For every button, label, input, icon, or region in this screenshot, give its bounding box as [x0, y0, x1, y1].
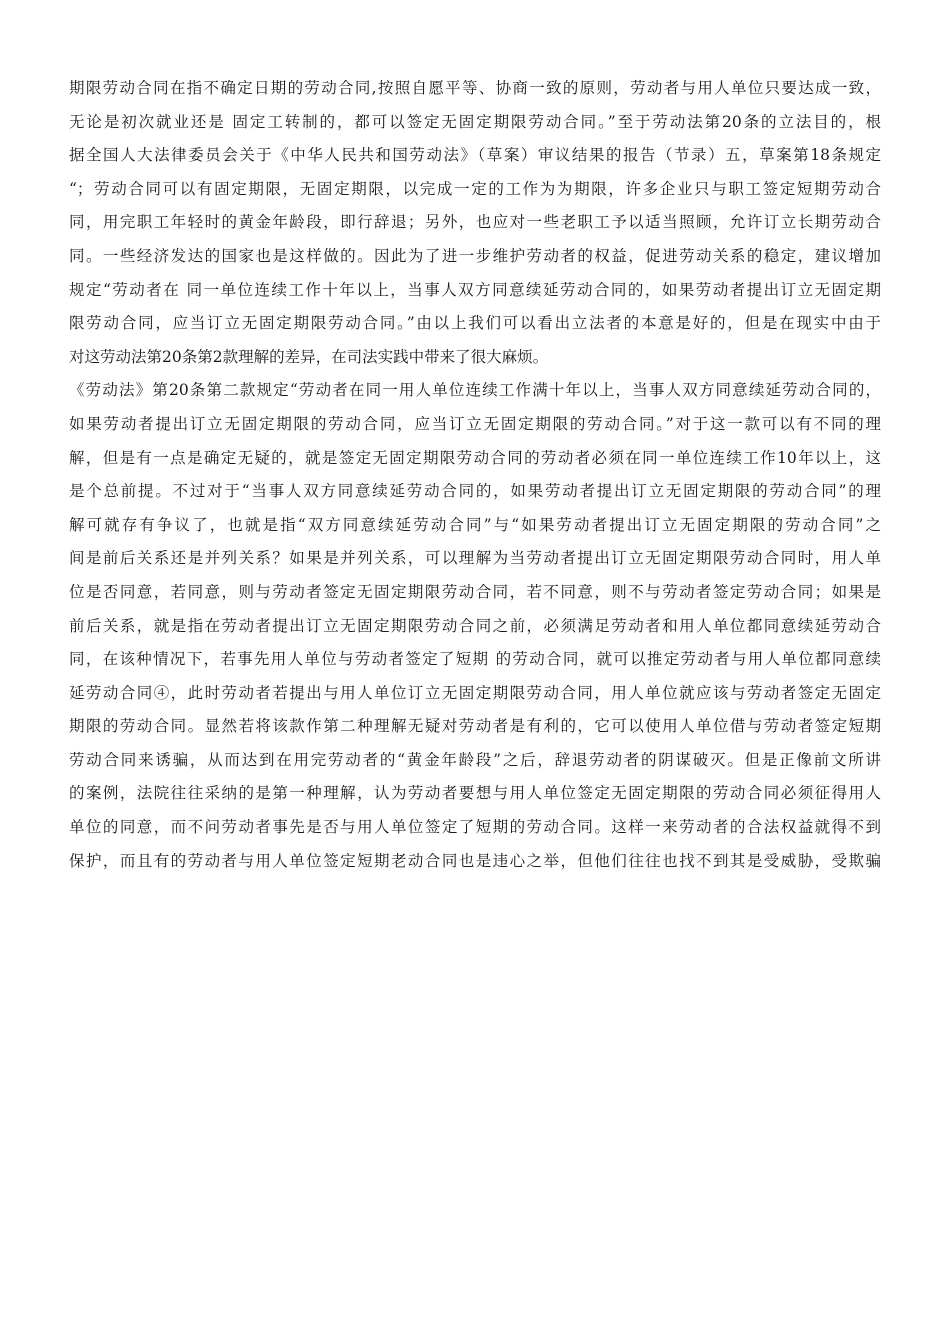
text-line: 单位的同意，而不问劳动者事先是否与用人单位签定了短期的劳动合同。这样一来劳动者的合法权益就得不到 — [69, 818, 881, 837]
text-line: 《劳动法》第20条第二款规定“劳动者在同一用人单位连续工作满十年以上，当事人双方同意续延劳动合同的， — [69, 381, 881, 400]
text-line: 期限的劳动合同。显然若将该款作第二种理解无疑对劳动者是有利的，它可以使用人单位借与劳动者签定短期 — [69, 717, 881, 736]
text-line: 保护，而且有的劳动者与用人单位签定短期老动合同也是违心之举，但他们往往也找不到其是受威胁，受欺骗 — [69, 851, 881, 870]
text-line: 是个总前提。不过对于“当事人双方同意续延劳动合同的，如果劳动者提出订立无固定期限的劳动合同”的理 — [69, 482, 881, 501]
text-line: “；劳动合同可以有固定期限，无固定期限，以完成一定的工作为为期限，许多企业只与职工签定短期劳动合 — [69, 179, 881, 198]
text-line: 限劳动合同，应当订立无固定期限劳动合同。”由以上我们可以看出立法者的本意是好的，但是在现实中由于 — [69, 314, 881, 333]
text-line: 位是否同意，若同意，则与劳动者签定无固定期限劳动合同，若不同意，则不与劳动者签定劳动合同；如果是 — [69, 582, 881, 601]
text-line: 解，但是有一点是确定无疑的，就是签定无固定期限劳动合同的劳动者必须在同一单位连续工作10年以上，这 — [69, 448, 881, 467]
text-line: 劳动合同来诱骗，从而达到在用完劳动者的“黄金年龄段”之后，辞退劳动者的阴谋破灭。但是正像前文所讲 — [69, 750, 881, 769]
text-line: 同。一些经济发达的国家也是这样做的。因此为了进一步维护劳动者的权益，促进劳动关系的稳定，建议增加 — [69, 246, 881, 265]
text-line: 的案例，法院往往采纳的是第一种理解，认为劳动者要想与用人单位签定无固定期限的劳动合同必须征得用人 — [69, 784, 881, 803]
text-line: 对这劳动法第20条第2款理解的差异，在司法实践中带来了很大麻烦。 — [69, 347, 549, 366]
text-line: 无论是初次就业还是 固定工转制的，都可以签定无固定期限劳动合同。”至于劳动法第20条的立法目的，根 — [69, 112, 881, 131]
text-line: 解可就存有争议了，也就是指“双方同意续延劳动合同”与“如果劳动者提出订立无固定期限的劳动合同”之 — [69, 515, 881, 534]
text-line: 规定“劳动者在 同一单位连续工作十年以上，当事人双方同意续延劳动合同的，如果劳动者提出订立无固定期 — [69, 280, 881, 299]
text-line: 同，用完职工年轻时的黄金年龄段，即行辞退；另外，也应对一些老职工予以适当照顾，允许订立长期劳动合 — [69, 213, 881, 232]
text-line: 期限劳动合同在指不确定日期的劳动合同,按照自愿平等、协商一致的原则，劳动者与用人单位只要达成一致， — [69, 79, 881, 97]
text-line: 如果劳动者提出订立无固定期限的劳动合同，应当订立无固定期限的劳动合同。”对于这一款可以有不同的理 — [69, 414, 881, 433]
text-line: 前后关系，就是指在劳动者提出订立无固定期限劳动合同之前，必须满足劳动者和用人单位都同意续延劳动合 — [69, 616, 881, 635]
text-line: 间是前后关系还是并列关系？如果是并列关系，可以理解为当劳动者提出订立无固定期限劳动合同时，用人单 — [69, 549, 881, 568]
text-line: 同，在该种情况下，若事先用人单位与劳动者签定了短期 的劳动合同，就可以推定劳动者与用人单位都同意续 — [69, 650, 881, 669]
text-line: 据全国人大法律委员会关于《中华人民共和国劳动法》（草案）审议结果的报告（节录）五，草案第18条规定 — [69, 146, 881, 165]
text-line: 延劳动合同④，此时劳动者若提出与用人单位订立无固定期限劳动合同，用人单位就应该与劳动者签定无固定 — [69, 683, 881, 702]
body-text — [69, 72, 881, 878]
